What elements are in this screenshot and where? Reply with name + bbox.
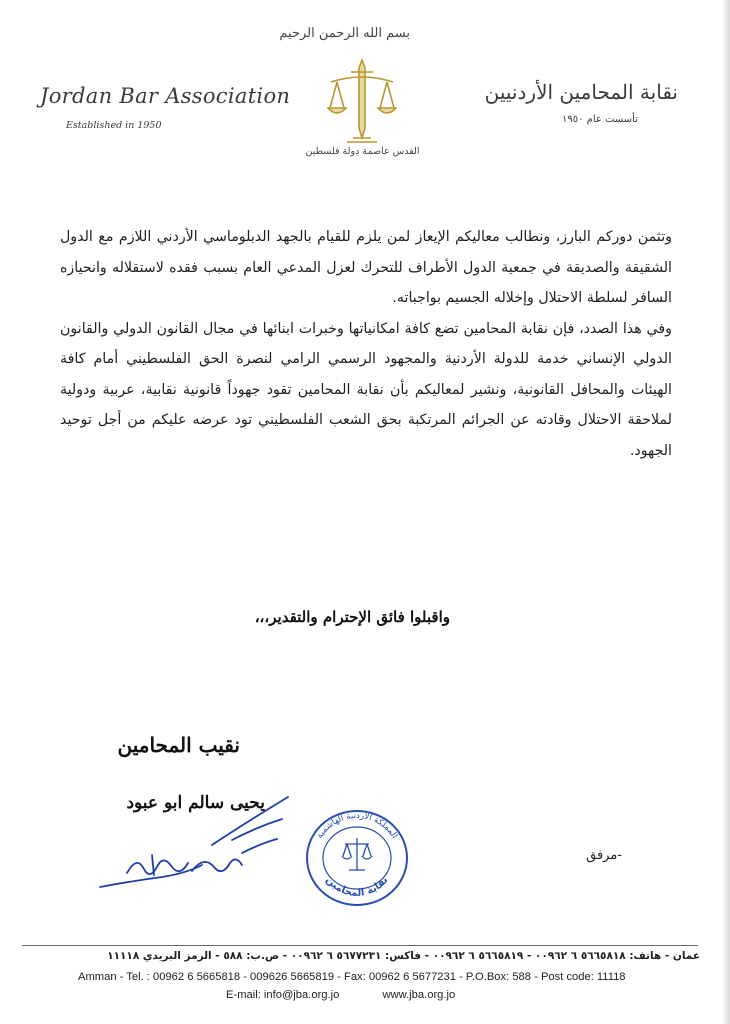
basmala: بسم الله الرحمن الرحيم (279, 26, 410, 41)
footer-website[interactable]: www.jba.org.jo (382, 989, 456, 1001)
english-logo (40, 84, 291, 131)
letter-body (60, 222, 672, 466)
closing-line: واقبلوا فائق الإحترام والتقدير،،، (254, 608, 450, 626)
association-name-en: Jordan Bar Association (40, 84, 291, 108)
svg-text:المملكة الأردنية الهاشمية (315, 810, 400, 840)
seal-inner-text: نقابة المحامين (323, 874, 391, 899)
established-en: Established in 1950 (66, 120, 162, 131)
emblem-caption: القدس عاصمة دولة فلسطين (305, 146, 420, 157)
seal-scales-icon (342, 838, 372, 870)
paragraph-1: وتثمن دوركم البارز، ونطالب معاليكم الإيعاز لمن يلزم للقيام بالجهد الدبلوماسي الأردني اللازم مع الدول الشقيقة والصديقة في جمعية الدول الأطراف للتحرك لعزل المدعي العام بسبب فقده لاستقلاله وانحيازه السافر لسلطة الاحتلال وإخلاله الجسيم بواجباته. (60, 229, 672, 306)
association-name-ar: نقابة المحامين الأردنيين (484, 80, 678, 104)
association-emblem (279, 20, 420, 170)
scales-of-justice-icon (327, 58, 397, 144)
footer-contact-arabic: عمان - هاتف: ٥٦٦٥٨١٨ ٦ ٠٠٩٦٢ - ٥٦٦٥٨١٩ ٦ ٠٠٩٦٢ - فاكس: ٥٦٧٧٢٣١ ٦ ٠٠٩٦٢ - ص.ب: ٥٨٨ - الرمز البريدي ١١١١٨ (107, 950, 700, 962)
arabic-logo (478, 80, 678, 125)
svg-text:نقابة المحامين (324, 875, 391, 899)
official-seal (303, 808, 411, 908)
attachment-label: -مرفق (586, 848, 622, 863)
footer-web-contacts (226, 989, 526, 1001)
handwritten-signature (92, 785, 292, 895)
signatory-title: نقيب المحامين (117, 733, 240, 757)
seal-outer-text: المملكة الأردنية الهاشمية (314, 810, 400, 841)
footer-contact-english: Amman - Tel. : 00962 6 5665818 - 009626 5665819 - Fax: 00962 6 5677231 - P.O.Box: 588 - Post code: 11118 (78, 971, 626, 983)
footer-email[interactable]: E-mail: info@jba.org.jo (226, 989, 340, 1001)
footer-divider (22, 945, 698, 946)
page-edge-shadow (722, 0, 730, 1024)
established-ar: تأسست عام ١٩٥٠ (562, 114, 638, 125)
signatory-name: يحيى سالم ابو عبود (126, 793, 265, 813)
paragraph-2: وفي هذا الصدد، فإن نقابة المحامين تضع كافة امكانياتها وخبرات ابنائها في مجال القانون الدولي والقانون الدولي الإنساني خدمة للدولة الأردنية والمجهود الرسمي الرامي لنصرة الحق الفلسطيني أمام كافة الهيئات والمحافل القانونية، ونشير لمعاليكم بأن نقابة المحامين تقود جهوداً قانونية نقابية، عربية ودولية لملاحقة الاحتلال وقادته عن الجرائم المرتكبة بحق الشعب الفلسطيني تود عرضه عليكم من أجل توحيد الجهود. (60, 320, 672, 459)
